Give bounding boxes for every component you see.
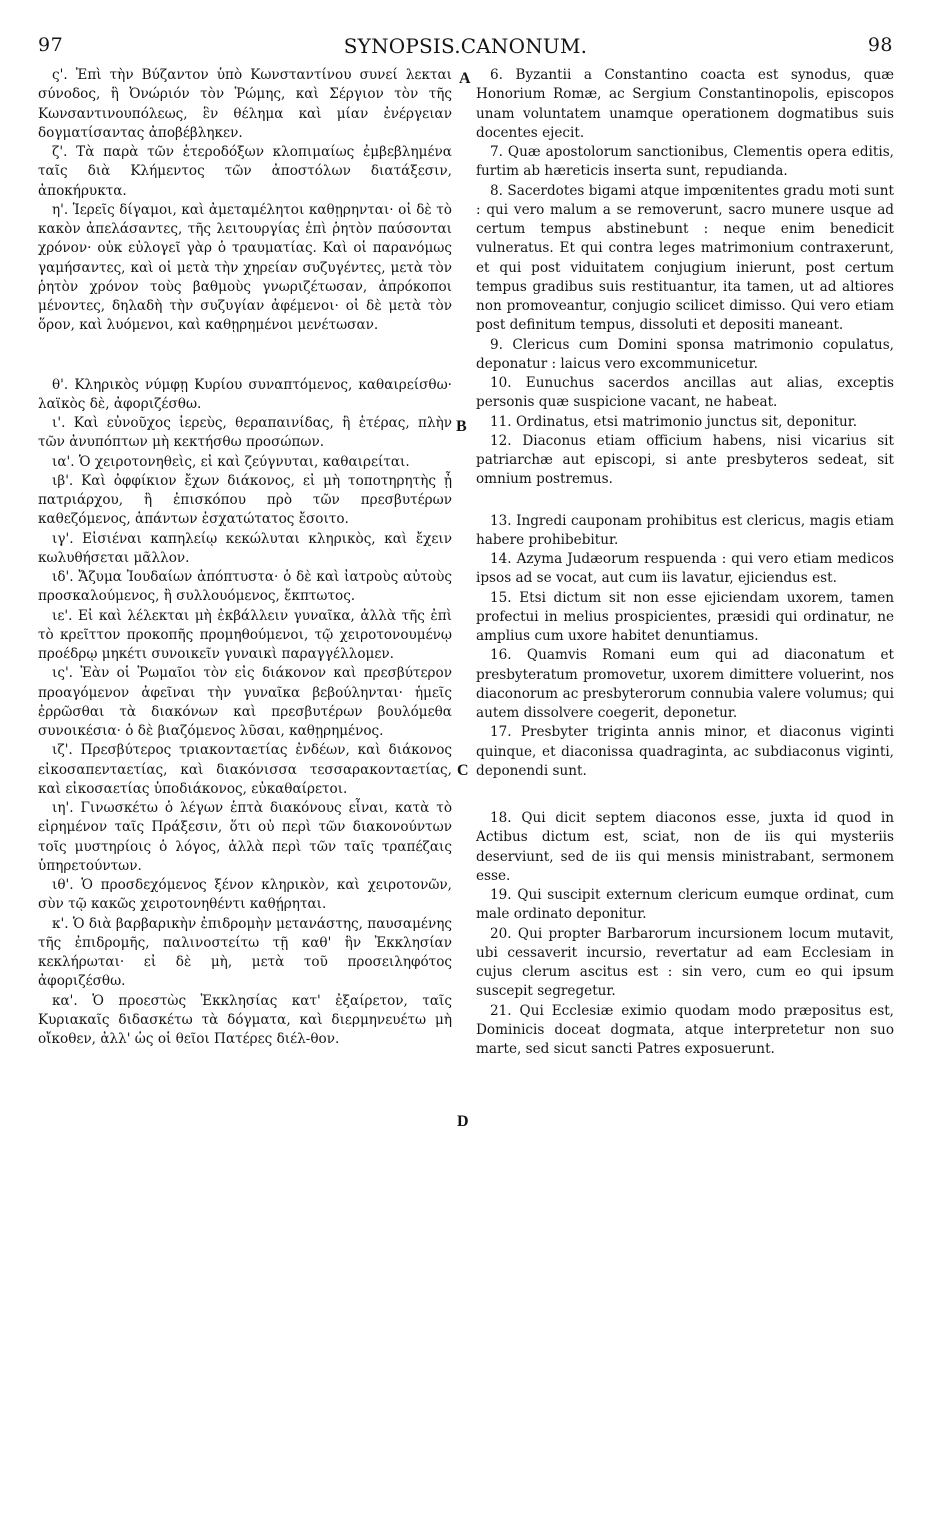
latin-column: [476, 66, 894, 1059]
greek-canon-16: ις'. Ἐὰν οἱ Ῥωμαῖοι τὸν εἰς διάκονον καὶ πρεσβύτερον προαγόμενον ἀφεῖναι τὴν γυναῖκα βεβούληνται· ἡμεῖς ἐρρῶσθαι τὰ διακόνων καὶ πρεσβυτέρων βουλόμεθα συνοικέσια· ὁ δὲ βιαζόμενος λῦσαι, καθῃρημένος.: [38, 665, 452, 739]
latin-canon-18: 18. Qui dicit septem diaconos esse, juxta id quod in Actibus dictum est, sciat, non de iis qui mysteriis deserviunt, sed de iis qui mensis ministrabant, sermonem esse.: [476, 810, 894, 884]
margin-letter-a: A: [459, 70, 471, 87]
latin-canon-7: 7. Quæ apostolorum sanctionibus, Clementis opera editis, furtim ab hæreticis inserta sunt, repudianda.: [476, 144, 894, 180]
greek-canon-9: θ'. Κληρικὸς νύμφῃ Κυρίου συναπτόμενος, καθαιρείσθω· λαϊκὸς δὲ, ἀφοριζέσθω.: [38, 376, 452, 412]
page-number-right: 98: [867, 34, 893, 56]
latin-canon-20: 20. Qui propter Barbarorum incursionem locum mutavit, ubi cessaverit incursio, revertatur ad eam Ecclesiam in cujus clerum ascitus est : sin vero, cum eo qui ipsum suscepit segregetur.: [476, 925, 894, 1000]
greek-canon-13: ιγ'. Εἰσιέναι καπηλείῳ κεκώλυται κληρικὸς, καὶ ἔχειν κωλυθήσεται μᾶλλον.: [38, 530, 452, 566]
greek-canon-18: ιη'. Γινωσκέτω ὁ λέγων ἑπτὰ διακόνους εἶναι, κατὰ τὸ εἰρημένον ταῖς Πράξεσιν, ὅτι οὐ περὶ τῶν διακονούντων τοῖς μυστηρίοις ὁ λόγος, ἀλλὰ περὶ τῶν ταῖς τραπέζαις ὑπηρετούντων.: [38, 800, 452, 874]
greek-canon-14: ιδ'. Ἄζυμα Ἰουδαίων ἀπόπτυστα· ὁ δὲ καὶ ἰατροὺς αὐτοὺς προσκαλούμενος, ἢ συλλουόμενος, ἔκπτωτος.: [38, 569, 452, 605]
greek-column: [38, 66, 452, 1049]
greek-canon-6: ς'. Ἐπὶ τὴν Βύζαντον ὑπὸ Κωνσταντίνου συνεί λεκται σύνοδος, ἣ Ὀνώριόν τὸν Ῥώμης, καὶ Σέργιον τὸν τῆς Κωνσαντινουπόλεως, ἓν θέλημα καὶ μίαν ἐνέργειαν δογματίσαντας ἀποβέβληκεν.: [38, 67, 452, 141]
greek-canon-7: ζ'. Τὰ παρὰ τῶν ἑτεροδόξων κλοπιμαίως ἐμβεβλημένα ταῖς διὰ Κλήμεντος τῶν ἀποστόλων διατάξεσιν, ἀποκήρυκτα.: [38, 144, 452, 199]
page-number-left: 97: [38, 34, 64, 56]
latin-canon-9: 9. Clericus cum Domini sponsa matrimonio copulatus, deponatur : laicus vero excommunicetur.: [476, 336, 894, 372]
latin-canon-13: 13. Ingredi cauponam prohibitus est clericus, magis etiam habere prohibebitur.: [476, 512, 894, 548]
greek-canon-21: κα'. Ὁ προεστὼς Ἐκκλησίας κατ' ἐξαίρετον, ταῖς Κυριακαῖς διδασκέτω τὰ δόγματα, καὶ διερμηνευέτω μὴ οἴκοθεν, ἀλλ' ὡς οἱ θεῖοι Πατέρες διέλ-θον.: [38, 992, 452, 1047]
running-title: SYNOPSIS.CANONUM.: [343, 34, 588, 58]
greek-canon-11: ια'. Ὁ χειροτονηθεὶς, εἰ καὶ ζεύγνυται, καθαιρείται.: [52, 453, 410, 470]
greek-canon-12: ιβ'. Καὶ ὀφφίκιον ἔχων διάκονος, εἰ μὴ τοποτηρητὴς ᾖ πατριάρχου, ἢ ἐπισκόπου πρὸ τῶν πρεσβυτέρων καθεζόμενος, ἁπάντων ἐσχατώτατος ἔσοιτο.: [38, 472, 452, 528]
latin-canon-15: 15. Etsi dictum sit non esse ejiciendam uxorem, tamen profectui in melius prospicientes, præsidi qui ordinatur, ne amplius cum uxore habitet denuntiamus.: [476, 589, 894, 644]
greek-canon-10: ι'. Καὶ εὐνοῦχος ἱερεὺς, θεραπαινίδας, ἢ ἑτέρας, πλὴν τῶν ἀνυπόπτων μὴ κεκτήσθω προσώπων.: [38, 415, 452, 451]
greek-canon-15: ιε'. Εἰ καὶ λέλεκται μὴ ἐκβάλλειν γυναῖκα, ἀλλὰ τῆς ἐπὶ τὸ κρεῖττον προκοπῆς προμηθούμενοι, τῷ χειροτονουμένῳ προέδρῳ μηκέτι συνοικεῖν γυναικὶ παραγγέλλομεν.: [38, 607, 452, 662]
latin-canon-8: 8. Sacerdotes bigami atque impœnitentes gradu moti sunt : qui vero malum a se removerunt, sacro munere usque ad certum tempus abstinebunt : neque enim benedicit vulneratus. Et qui contra leges matrimonium contraxerunt, et qui post viduitatem conjugium inierunt, post certum tempus gradibus suis restituantur, ita tamen, ut ad altiores non promoveantur, conjugio scilicet dimisso. Qui vero etiam post definitum tempus, dissoluti et depositi maneant.: [476, 182, 894, 334]
page-header: [38, 34, 893, 64]
latin-canon-10: 10. Eunuchus sacerdos ancillas aut alias, exceptis personis quæ suspicione vacant, ne habeat.: [476, 375, 894, 411]
margin-letter-d: D: [457, 1113, 469, 1130]
greek-canon-8: η'. Ἱερεῖς δίγαμοι, καὶ ἀμεταμέλητοι καθῃρηνται· οἱ δὲ τὸ κακὸν ἀπελάσαντες, τῆς λειτουργίας ἐπὶ ῥητὸν παύσονται χρόνον· οὐκ εὐλογεῖ γὰρ ὁ τραυματίας. Καὶ οἱ παρανόμως γαμήσαντες, καὶ οἱ μετὰ τὴν χηρείαν συζυγέντες, μετὰ τὸν ῥητὸν χρόνον τοὺς βαθμοὺς γνωριζέτωσαν, ἀπρόκοποι μένοντες, δηλαδὴ τὴν συζυγίαν ἀφέμενοι· οἱ δὲ μετὰ τὸν ὅρον, καὶ λυόμενοι, καὶ καθῃρημένοι μενέτωσαν.: [38, 201, 452, 334]
margin-letter-c: C: [457, 762, 469, 779]
latin-canon-16: 16. Quamvis Romani eum qui ad diaconatum et presbyteratum promovetur, uxorem dimittere voluerint, nos diaconorum ac presbyterorum connubia valere volumus; qui autem dissolvere coegerit, deponetur.: [476, 647, 894, 721]
margin-letter-b: B: [456, 418, 467, 435]
latin-canon-11: 11. Ordinatus, etsi matrimonio junctus sit, deponitur.: [490, 413, 858, 430]
greek-canon-17: ιζ'. Πρεσβύτερος τριακονταετίας ἐνδέων, καὶ διάκονος εἰκοσαπενταετίας, καὶ διακόνισσα τεσσαρακονταετίας, καὶ εἰκοσαετίας ὑποδιάκονος, εὐκαθαίρετοι.: [38, 742, 452, 797]
greek-canon-20: κ'. Ὁ διὰ βαρβαρικὴν ἐπιδρομὴν μετανάστης, παυσαμένης τῆς ἐπιδρομῆς, παλινοστείτω τῇ καθ' ἣν Ἐκκλησίαν κεκλήρωται· εἰ δὲ μὴ, μετὰ τοῦ προσειληφότος ἀφοριζέσθω.: [38, 915, 452, 990]
greek-canon-19: ιθ'. Ὁ προσδεχόμενος ξένον κληρικὸν, καὶ χειροτονῶν, σὺν τῷ κακῶς χειροτονηθέντι καθῄρηται.: [38, 877, 452, 913]
latin-canon-6: 6. Byzantii a Constantino coacta est synodus, quæ Honorium Romæ, ac Sergium Constantinopolis, episcopos unam voluntatem unamque operationem dogmatibus suis docentes ejecit.: [476, 67, 894, 141]
latin-canon-21: 21. Qui Ecclesiæ eximio quodam modo præpositus est, Dominicis doceat dogmata, atque interpretetur non suo marte, sed sicut sancti Patres exposuerunt.: [476, 1002, 894, 1057]
latin-canon-17: 17. Presbyter triginta annis minor, et diaconus viginti quinque, et diaconissa quadraginta, ac subdiaconus viginti, deponendi sunt.: [476, 724, 894, 779]
latin-canon-19: 19. Qui suscipit externum clericum eumque ordinat, cum male ordinato deponitur.: [476, 887, 894, 923]
latin-canon-12: 12. Diaconus etiam officium habens, nisi vicarius sit patriarchæ aut episcopi, si ante presbyteros sedeat, sit omnium postremus.: [476, 432, 894, 488]
latin-canon-14: 14. Azyma Judæorum respuenda : qui vero etiam medicos ipsos ad se vocat, aut cum iis lavatur, ejiciendus est.: [476, 551, 894, 587]
